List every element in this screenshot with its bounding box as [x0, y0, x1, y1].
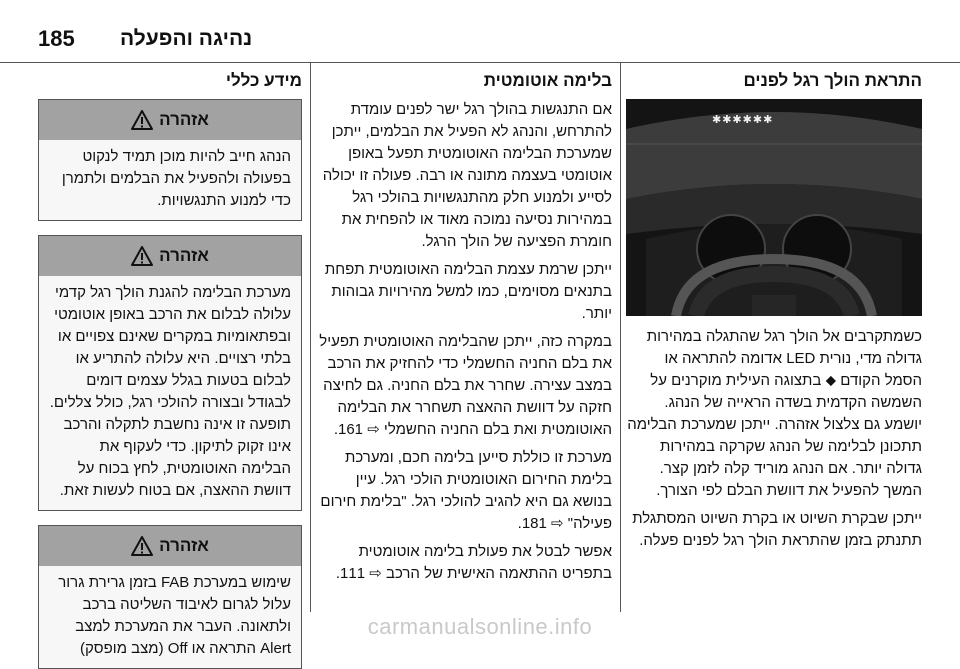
warning-text: הנהג חייב להיות מוכן תמיד לנקוט בפעולה ולהפעיל את הבלמים ולתמרן כדי למנוע התנגשויות.: [61, 148, 291, 209]
paragraph: מערכת זו כוללת סייען בלימה חכם, ומערכת בלימת החירום האוטומטית הולכי רגל. עיין בנושא גם היא להגיב להולכי רגל. "בלימת חירום פעילה" ⇨ 181.: [320, 449, 612, 532]
paragraph: ייתכן שבקרת השיוט או בקרת השיוט המסתגלת תתנתק בזמן שהתראת הולך רגל לפנים פעלה.: [632, 510, 922, 549]
warning-triangle-icon: [131, 110, 153, 130]
section-title: בלימה אוטומטית: [483, 71, 612, 90]
page-title: נהיגה והפעלה: [120, 27, 253, 50]
warning-header: [39, 236, 301, 276]
warning-header: [39, 100, 301, 140]
warning-triangle-icon: [131, 246, 153, 266]
warning-label: אזהרה: [159, 246, 209, 265]
column-general-info: [0, 63, 310, 657]
watermark: carmanualsonline.info: [367, 614, 593, 639]
warning-text: שימוש במערכת FAB בזמן גרירת גרור עלול לגרום לאיבוד השליטה ברכב ולתאונה. העבר את המערכת למצב Alert התראה או Off (מצב מופסק): [58, 574, 291, 657]
page-header: [0, 0, 960, 63]
warning-header: [39, 526, 301, 566]
warning-label: אזהרה: [159, 536, 209, 555]
warning-body: [39, 140, 301, 220]
warning-triangle-icon: [131, 536, 153, 556]
column-pedestrian-alert: [620, 63, 960, 612]
hud-alert-symbol: ✱✱✱✱✱✱: [712, 114, 774, 126]
paragraph: אפשר לבטל את פעולת בלימה אוטומטית בתפריט ההתאמה האישית של הרכב ⇨ 111.: [335, 543, 612, 582]
paragraph: כשמתקרבים אל הולך רגל שהתגלה במהירות גדולה מדי, נורית LED אדומה להתראה או הסמל הקודם ⬥ בתצוגה העילית מוקרנים על השמשה הקדמית בשדה הראייה של הנהג. יושמע גם צלצול אזהרה. ייתכן שמערכת הבלימה תתכונן לבלימה של הנהג שקרקה במהירות גדולה יותר. אם הנהג מוריד קלה לזמן קצר. המשך להפעיל את דוושת הבלם לפי הצורך.: [627, 328, 922, 499]
column-automatic-braking: [310, 63, 620, 612]
paragraph: אם התנגשות בהולך רגל ישר לפנים עומדת להתרחש, והנהג לא הפעיל את הבלמים, ייתכן שמערכת הבלימה האוטומטית תפעל באופן אוטומטי בעצמה מתונה או רבה. פעולה זו יכולה לסייע ולמנוע חלק מהתנגשויות בהולכי רגל במהירות נסיעה נמוכה מאוד או להפחית את חומרת הפציעה של הולך הרגל.: [322, 101, 612, 250]
warning-box: [38, 235, 302, 511]
section-title: מידע כללי: [225, 71, 302, 90]
warning-label: אזהרה: [159, 110, 209, 129]
page-number: 185: [38, 26, 75, 51]
paragraph: במקרה כזה, ייתכן שהבלימה האוטומטית תפעיל את בלם החניה החשמלי כדי להחזיק את הרכב במצב עצירה. שחרר את בלם החניה. גם לחיצה חזקה על דוושת ההאצה תשחרר את הבלימה האוטומטית ואת בלם החניה החשמלי ⇨ 161.: [319, 333, 612, 438]
warning-box: [38, 99, 302, 221]
warning-body: [39, 276, 301, 510]
paragraph: ייתכן שרמת עצמת הבלימה האוטומטית תפחת בתנאים מסוימים, כמו למשל מהירויות גבוהות יותר.: [324, 261, 612, 322]
warning-box: [38, 525, 302, 669]
warning-text: מערכת הבלימה להגנת הולך רגל קדמי עלולה לבלום את הרכב באופן אוטומטי ובפתאומיות במקרים שאינם צפויים או בלתי רצויים. היא עלולה להתריע או לבלום בטעות בגלל עצמים דומים לבגודל ובצורה להולכי רגל, כולל צללים. תופעה זו אינה נחשבת לתקלה והרכב אינו זקוק לתיקון. כדי לעקוף את הבלימה האוטומטית, לחץ בכוח על דוושת ההאצה, אם בטוח לעשות זאת.: [49, 284, 291, 499]
windshield-hud-icon: [626, 99, 922, 316]
section-title: התראת הולך רגל לפנים: [743, 71, 922, 90]
dashboard-hud-illustration: [626, 99, 922, 316]
